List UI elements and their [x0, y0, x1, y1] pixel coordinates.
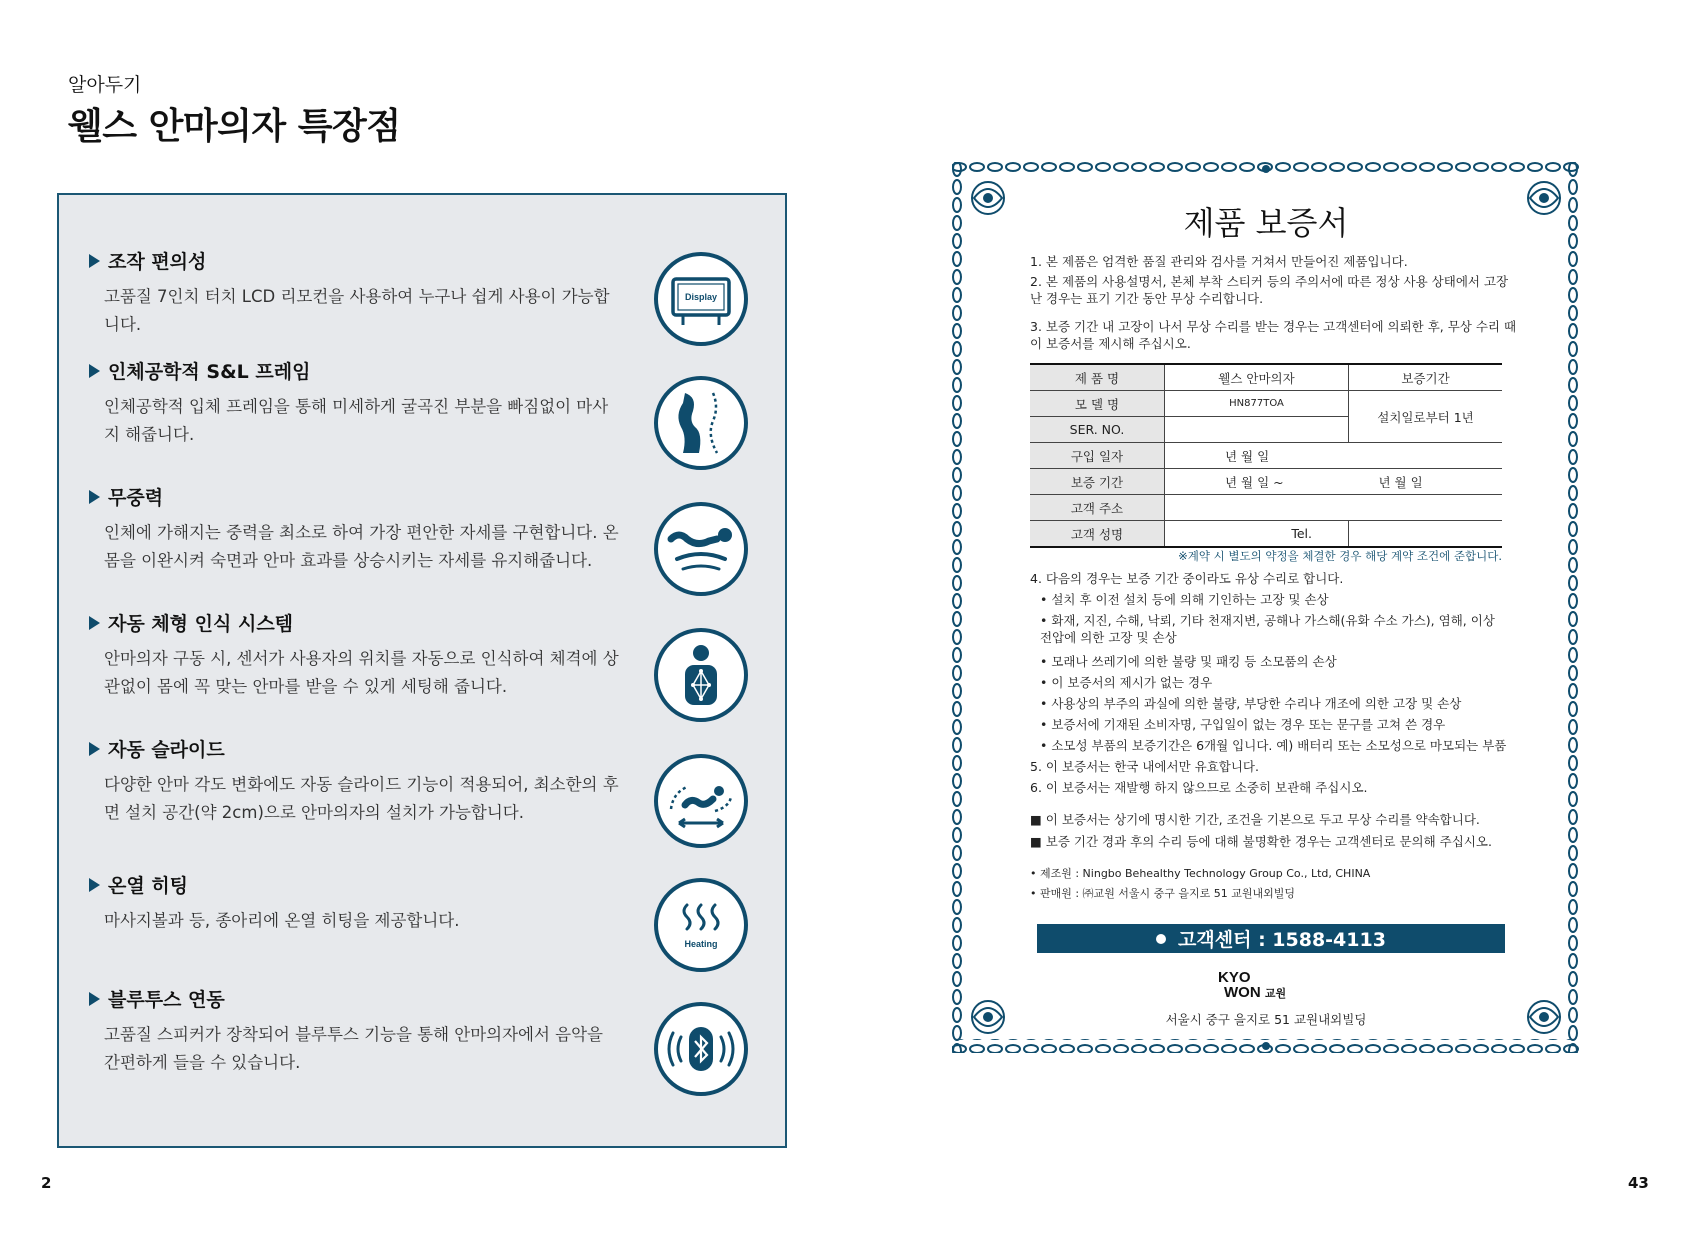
- model-label: 모 델 명: [1030, 391, 1165, 417]
- warranty-label: 보증 기간: [1030, 469, 1165, 495]
- warranty-certificate: [950, 160, 1582, 1055]
- clause-5: 5. 이 보증서는 한국 내에서만 유효합니다.: [1030, 759, 1259, 774]
- feature-title: 조작 편의성: [108, 251, 207, 273]
- company-address: 서울시 중구 을지로 51 교원내외빌딩: [1165, 1012, 1367, 1027]
- notice: ■ 보증 기간 경과 후의 수리 등에 대해 불명확한 경우는 고객센터로 문의해 주십시오.: [1030, 834, 1492, 849]
- product-value: 웰스 안마의자: [1165, 364, 1349, 391]
- feature-desc: 마사지볼과 등, 종아리에 온열 히팅을 제공합니다.: [104, 911, 460, 930]
- clause-6: 6. 이 보증서는 재발행 하지 않으므로 소중히 보관해 주십시오.: [1030, 780, 1368, 795]
- period-value: 설치일로부터 1년: [1349, 391, 1503, 443]
- page-title: 웰스 안마의자 특장점: [68, 106, 401, 147]
- clause-4-item: • 소모성 부품의 보증기간은 6개월 입니다. 예) 배터리 또는 소모성으로 마모되는 부품: [1040, 738, 1507, 753]
- feature-item: [89, 871, 739, 935]
- clause-4-item: • 사용상의 부주의 과실에 의한 불량, 부당한 수리나 개조에 의한 고장 및 손상: [1040, 696, 1462, 711]
- feature-title: 온열 히팅: [108, 875, 189, 897]
- body-frame-icon: [653, 375, 749, 471]
- clause-4-item: • 이 보증서의 제시가 없는 경우: [1040, 675, 1213, 690]
- triangle-bullet-icon: [89, 992, 100, 1006]
- notice: ■ 이 보증서는 상기에 명시한 기간, 조건을 기본으로 두고 무상 수리를 약속합니다.: [1030, 812, 1480, 827]
- svg-text:Display: Display: [684, 292, 718, 302]
- customer-center-bar: [1037, 924, 1505, 953]
- clause-3: 3. 보증 기간 내 고장이 나서 무상 수리를 받는 경우는 고객센터에 의뢰한 후, 무상 수리 때 이 보증서를 제시해 주십시오.: [1030, 319, 1517, 351]
- page-number-right: 43: [1628, 1174, 1649, 1192]
- clause-4-item: • 모래나 쓰레기에 의한 불량 및 패킹 등 소모품의 손상: [1040, 654, 1337, 669]
- feature-desc: 고품질 스피커가 장착되어 블루투스 기능을 통해 안마의자에서 음악을 간편하게 들을 수 있습니다.: [104, 1025, 603, 1072]
- address-label: 고객 주소: [1030, 495, 1165, 521]
- feature-title: 자동 체형 인식 시스템: [108, 613, 294, 635]
- feature-item: [89, 735, 739, 827]
- clause-1: 1. 본 제품은 엄격한 품질 관리와 검사를 거쳐서 만들어진 제품입니다.: [1030, 254, 1408, 269]
- warranty-to: 년 월 일: [1349, 469, 1503, 495]
- feature-item: [89, 609, 739, 701]
- warranty-table: [1030, 363, 1502, 548]
- bullet-icon: [1156, 934, 1166, 944]
- triangle-bullet-icon: [89, 490, 100, 504]
- section-label: 알아두기: [68, 74, 142, 96]
- purchase-value: 년 월 일: [1165, 443, 1503, 469]
- bluetooth-icon: [653, 1001, 749, 1097]
- triangle-bullet-icon: [89, 364, 100, 378]
- triangle-bullet-icon: [89, 878, 100, 892]
- triangle-bullet-icon: [89, 742, 100, 756]
- svg-text:Heating: Heating: [684, 939, 718, 949]
- triangle-bullet-icon: [89, 254, 100, 268]
- purchase-label: 구입 일자: [1030, 443, 1165, 469]
- table-note: ※계약 시 별도의 약정을 체결한 경우 해당 계약 조건에 준합니다.: [1178, 549, 1502, 563]
- auto-slide-icon: [653, 753, 749, 849]
- page-number-left: 2: [41, 1174, 52, 1192]
- zero-gravity-icon: [653, 501, 749, 597]
- clause-4-item: • 화재, 지진, 수해, 낙뢰, 기타 천재지변, 공해나 가스해(유화 수소 가스), 염해, 이상 전압에 의한 고장 및 손상: [1040, 613, 1495, 645]
- manufacturer: • 제조원 : Ningbo Behealthy Technology Group Co., Ltd, CHINA: [1030, 867, 1371, 880]
- feature-item: [89, 985, 739, 1077]
- feature-item: [89, 247, 739, 339]
- period-header: 보증기간: [1349, 364, 1503, 391]
- clause-2: 2. 본 제품의 사용설명서, 본체 부착 스티커 등의 주의서에 따른 정상 사용 상태에서 고장난 경우는 표기 기간 동안 무상 수리합니다.: [1030, 274, 1509, 306]
- feature-desc: 고품질 7인치 터치 LCD 리모컨을 사용하여 누구나 쉽게 사용이 가능합니다.: [104, 287, 610, 334]
- feature-item: [89, 483, 739, 575]
- feature-title: 블루투스 연동: [108, 989, 225, 1011]
- name-label: 고객 성명: [1030, 521, 1165, 548]
- body-scan-icon: [653, 627, 749, 723]
- clause-4-item: • 보증서에 기재된 소비자명, 구입일이 없는 경우 또는 문구를 고쳐 쓴 경우: [1040, 717, 1446, 732]
- heating-icon: [653, 877, 749, 973]
- feature-box: [57, 193, 787, 1148]
- serial-label: SER. NO.: [1030, 417, 1165, 443]
- model-value: HN877TOA: [1165, 391, 1349, 417]
- feature-item: [89, 357, 739, 449]
- clause-4-item: • 설치 후 이전 설치 등에 의해 기인하는 고장 및 손상: [1040, 592, 1329, 607]
- tel-value: [1349, 521, 1503, 548]
- product-label: 제 품 명: [1030, 364, 1165, 391]
- tel-label: Tel.: [1165, 521, 1349, 548]
- customer-center: 고객센터 : 1588-4113: [1178, 929, 1386, 951]
- kyowon-logo: KYO WON 교원: [1218, 969, 1287, 1001]
- seller: • 판매원 : ㈜교원 서울시 중구 을지로 51 교원내외빌딩: [1030, 887, 1296, 900]
- warranty-from: 년 월 일 ~: [1165, 469, 1349, 495]
- certificate-title: 제품 보증서: [1183, 204, 1349, 242]
- feature-desc: 인체에 가해지는 중력을 최소로 하여 가장 편안한 자세를 구현합니다. 온몸을 이완시켜 숙면과 안마 효과를 상승시키는 자세를 유지해줍니다.: [104, 523, 619, 570]
- display-icon: [653, 251, 749, 347]
- feature-title: 자동 슬라이드: [108, 739, 225, 761]
- feature-desc: 인체공학적 입체 프레임을 통해 미세하게 굴곡진 부분을 빠짐없이 마사지 해줍니다.: [104, 397, 609, 444]
- feature-desc: 다양한 안마 각도 변화에도 자동 슬라이드 기능이 적용되어, 최소한의 후면 설치 공간(약 2cm)으로 안마의자의 설치가 가능합니다.: [104, 775, 619, 822]
- clause-4-title: 4. 다음의 경우는 보증 기간 중이라도 유상 수리로 합니다.: [1030, 571, 1344, 586]
- feature-title: 인체공학적 S&L 프레임: [108, 361, 311, 383]
- address-value: [1165, 495, 1503, 521]
- feature-desc: 안마의자 구동 시, 센서가 사용자의 위치를 자동으로 인식하여 체격에 상관없이 몸에 꼭 맞는 안마를 받을 수 있게 세팅해 줍니다.: [104, 649, 619, 696]
- feature-title: 무중력: [108, 487, 164, 509]
- triangle-bullet-icon: [89, 616, 100, 630]
- serial-value: [1165, 417, 1349, 443]
